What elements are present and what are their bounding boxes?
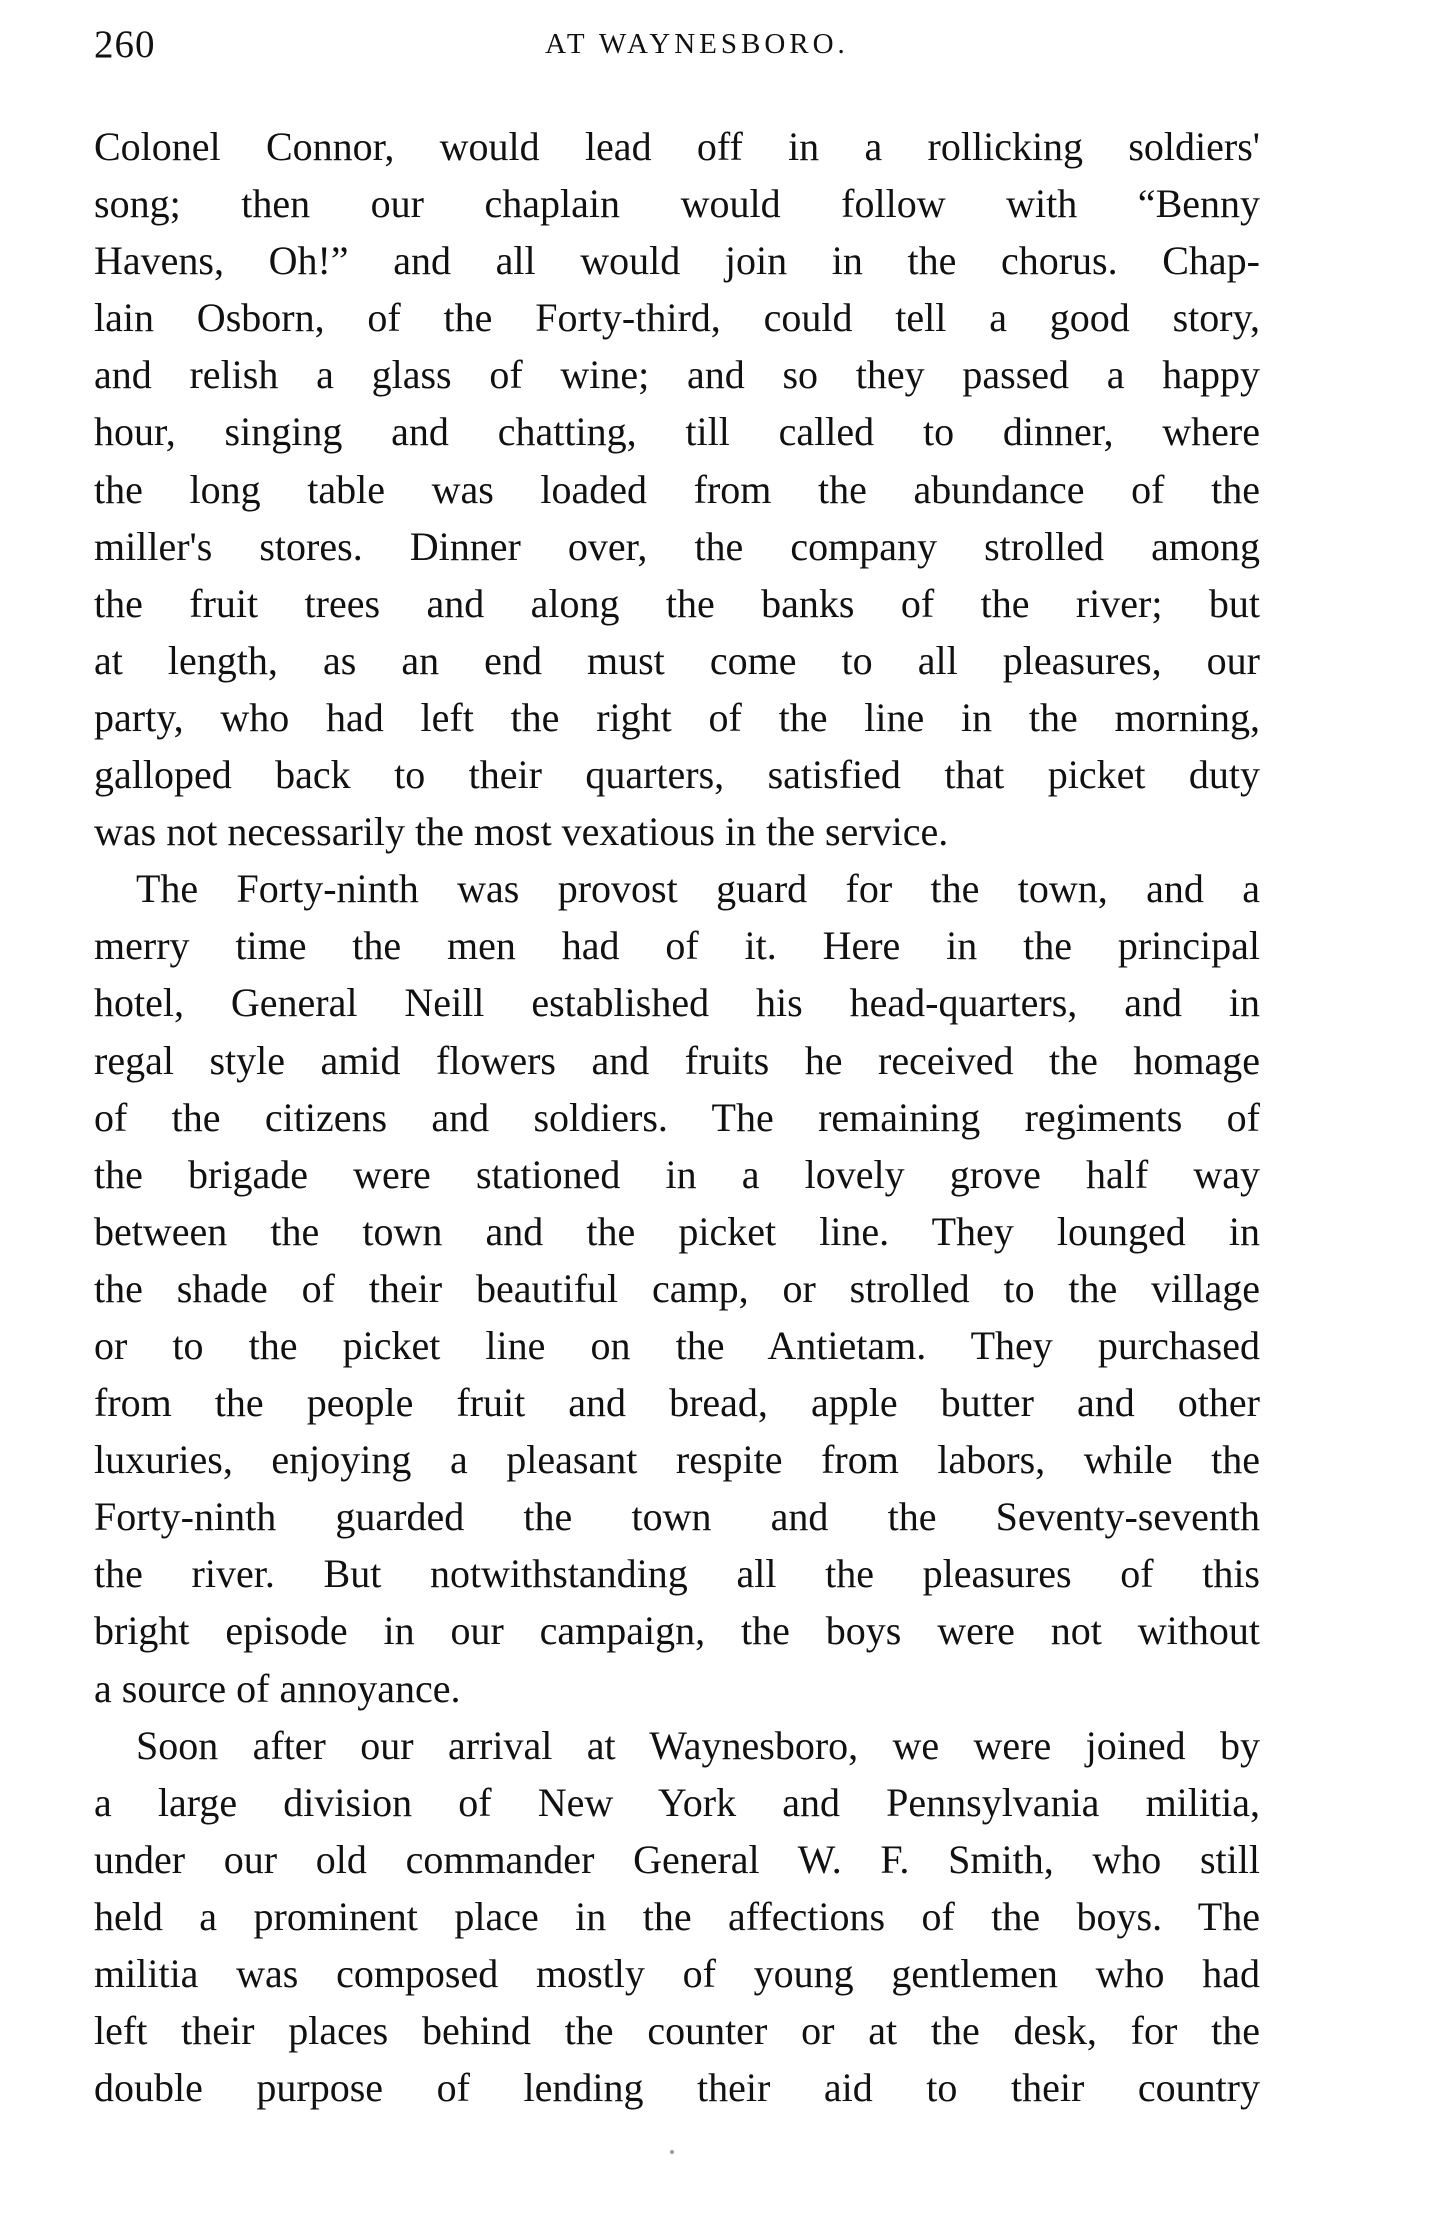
text-line: miller's stores. Dinner over, the company strolled among <box>94 523 1260 569</box>
text-line: song; then our chaplain would follow with “Benny <box>94 181 1260 227</box>
text-line: double purpose of lending their aid to their country <box>94 2065 1260 2111</box>
text-line: between the town and the picket line. They lounged in <box>94 1208 1260 1254</box>
text-line: the river. But notwithstanding all the pleasures of this <box>94 1551 1260 1597</box>
text-line: held a prominent place in the affections of the boys. The <box>94 1893 1260 1939</box>
text-line: lain Osborn, of the Forty-third, could tell a good story, <box>94 295 1260 341</box>
text-line: bright episode in our campaign, the boys were not without <box>94 1608 1260 1654</box>
text-line: at length, as an end must come to all pleasures, our <box>94 637 1260 683</box>
body-text <box>94 118 1260 2116</box>
running-title: AT WAYNESBORO. <box>545 28 849 60</box>
running-header <box>94 22 1260 82</box>
text-line: galloped back to their quarters, satisfied that picket duty <box>94 752 1260 798</box>
text-line: party, who had left the right of the line in the morning, <box>94 694 1260 740</box>
print-speck <box>670 2150 674 2154</box>
text-line: from the people fruit and bread, apple butter and other <box>94 1380 1260 1426</box>
text-line: the brigade were stationed in a lovely grove half way <box>94 1151 1260 1197</box>
paragraph-end-line: a source of annoyance. <box>94 1665 461 1711</box>
page-number: 260 <box>94 23 156 66</box>
text-line: hotel, General Neill established his head-quarters, and in <box>94 980 1260 1026</box>
text-line: the fruit trees and along the banks of the river; but <box>94 580 1260 626</box>
text-line: or to the picket line on the Antietam. They purchased <box>94 1322 1260 1368</box>
text-line: of the citizens and soldiers. The remaining regiments of <box>94 1094 1260 1140</box>
text-line: left their places behind the counter or at the desk, for the <box>94 2008 1260 2054</box>
text-line: a large division of New York and Pennsylvania militia, <box>94 1779 1260 1825</box>
text-line: Forty-ninth guarded the town and the Seventy-seventh <box>94 1494 1260 1540</box>
text-line: Havens, Oh!” and all would join in the chorus. Chap- <box>94 238 1260 284</box>
text-line: luxuries, enjoying a pleasant respite from labors, while the <box>94 1437 1260 1483</box>
text-line: Colonel Connor, would lead off in a rollicking soldiers' <box>94 124 1260 169</box>
paragraph-first-line: The Forty-ninth was provost guard for the town, and a <box>136 866 1260 912</box>
text-line: the shade of their beautiful camp, or strolled to the village <box>94 1265 1260 1311</box>
text-line: under our old commander General W. F. Smith, who still <box>94 1836 1260 1882</box>
text-line: hour, singing and chatting, till called to dinner, where <box>94 409 1260 455</box>
text-line: the long table was loaded from the abundance of the <box>94 466 1260 512</box>
text-line: militia was composed mostly of young gentlemen who had <box>94 1951 1260 1996</box>
text-line: and relish a glass of wine; and so they passed a happy <box>94 352 1260 398</box>
paragraph-end-line: was not necessarily the most vexatious in the service. <box>94 809 949 855</box>
paragraph-first-line: Soon after our arrival at Waynesboro, we were joined by <box>136 1722 1260 1768</box>
text-line: regal style amid flowers and fruits he received the homage <box>94 1037 1260 1083</box>
text-line: merry time the men had of it. Here in the principal <box>94 923 1260 969</box>
